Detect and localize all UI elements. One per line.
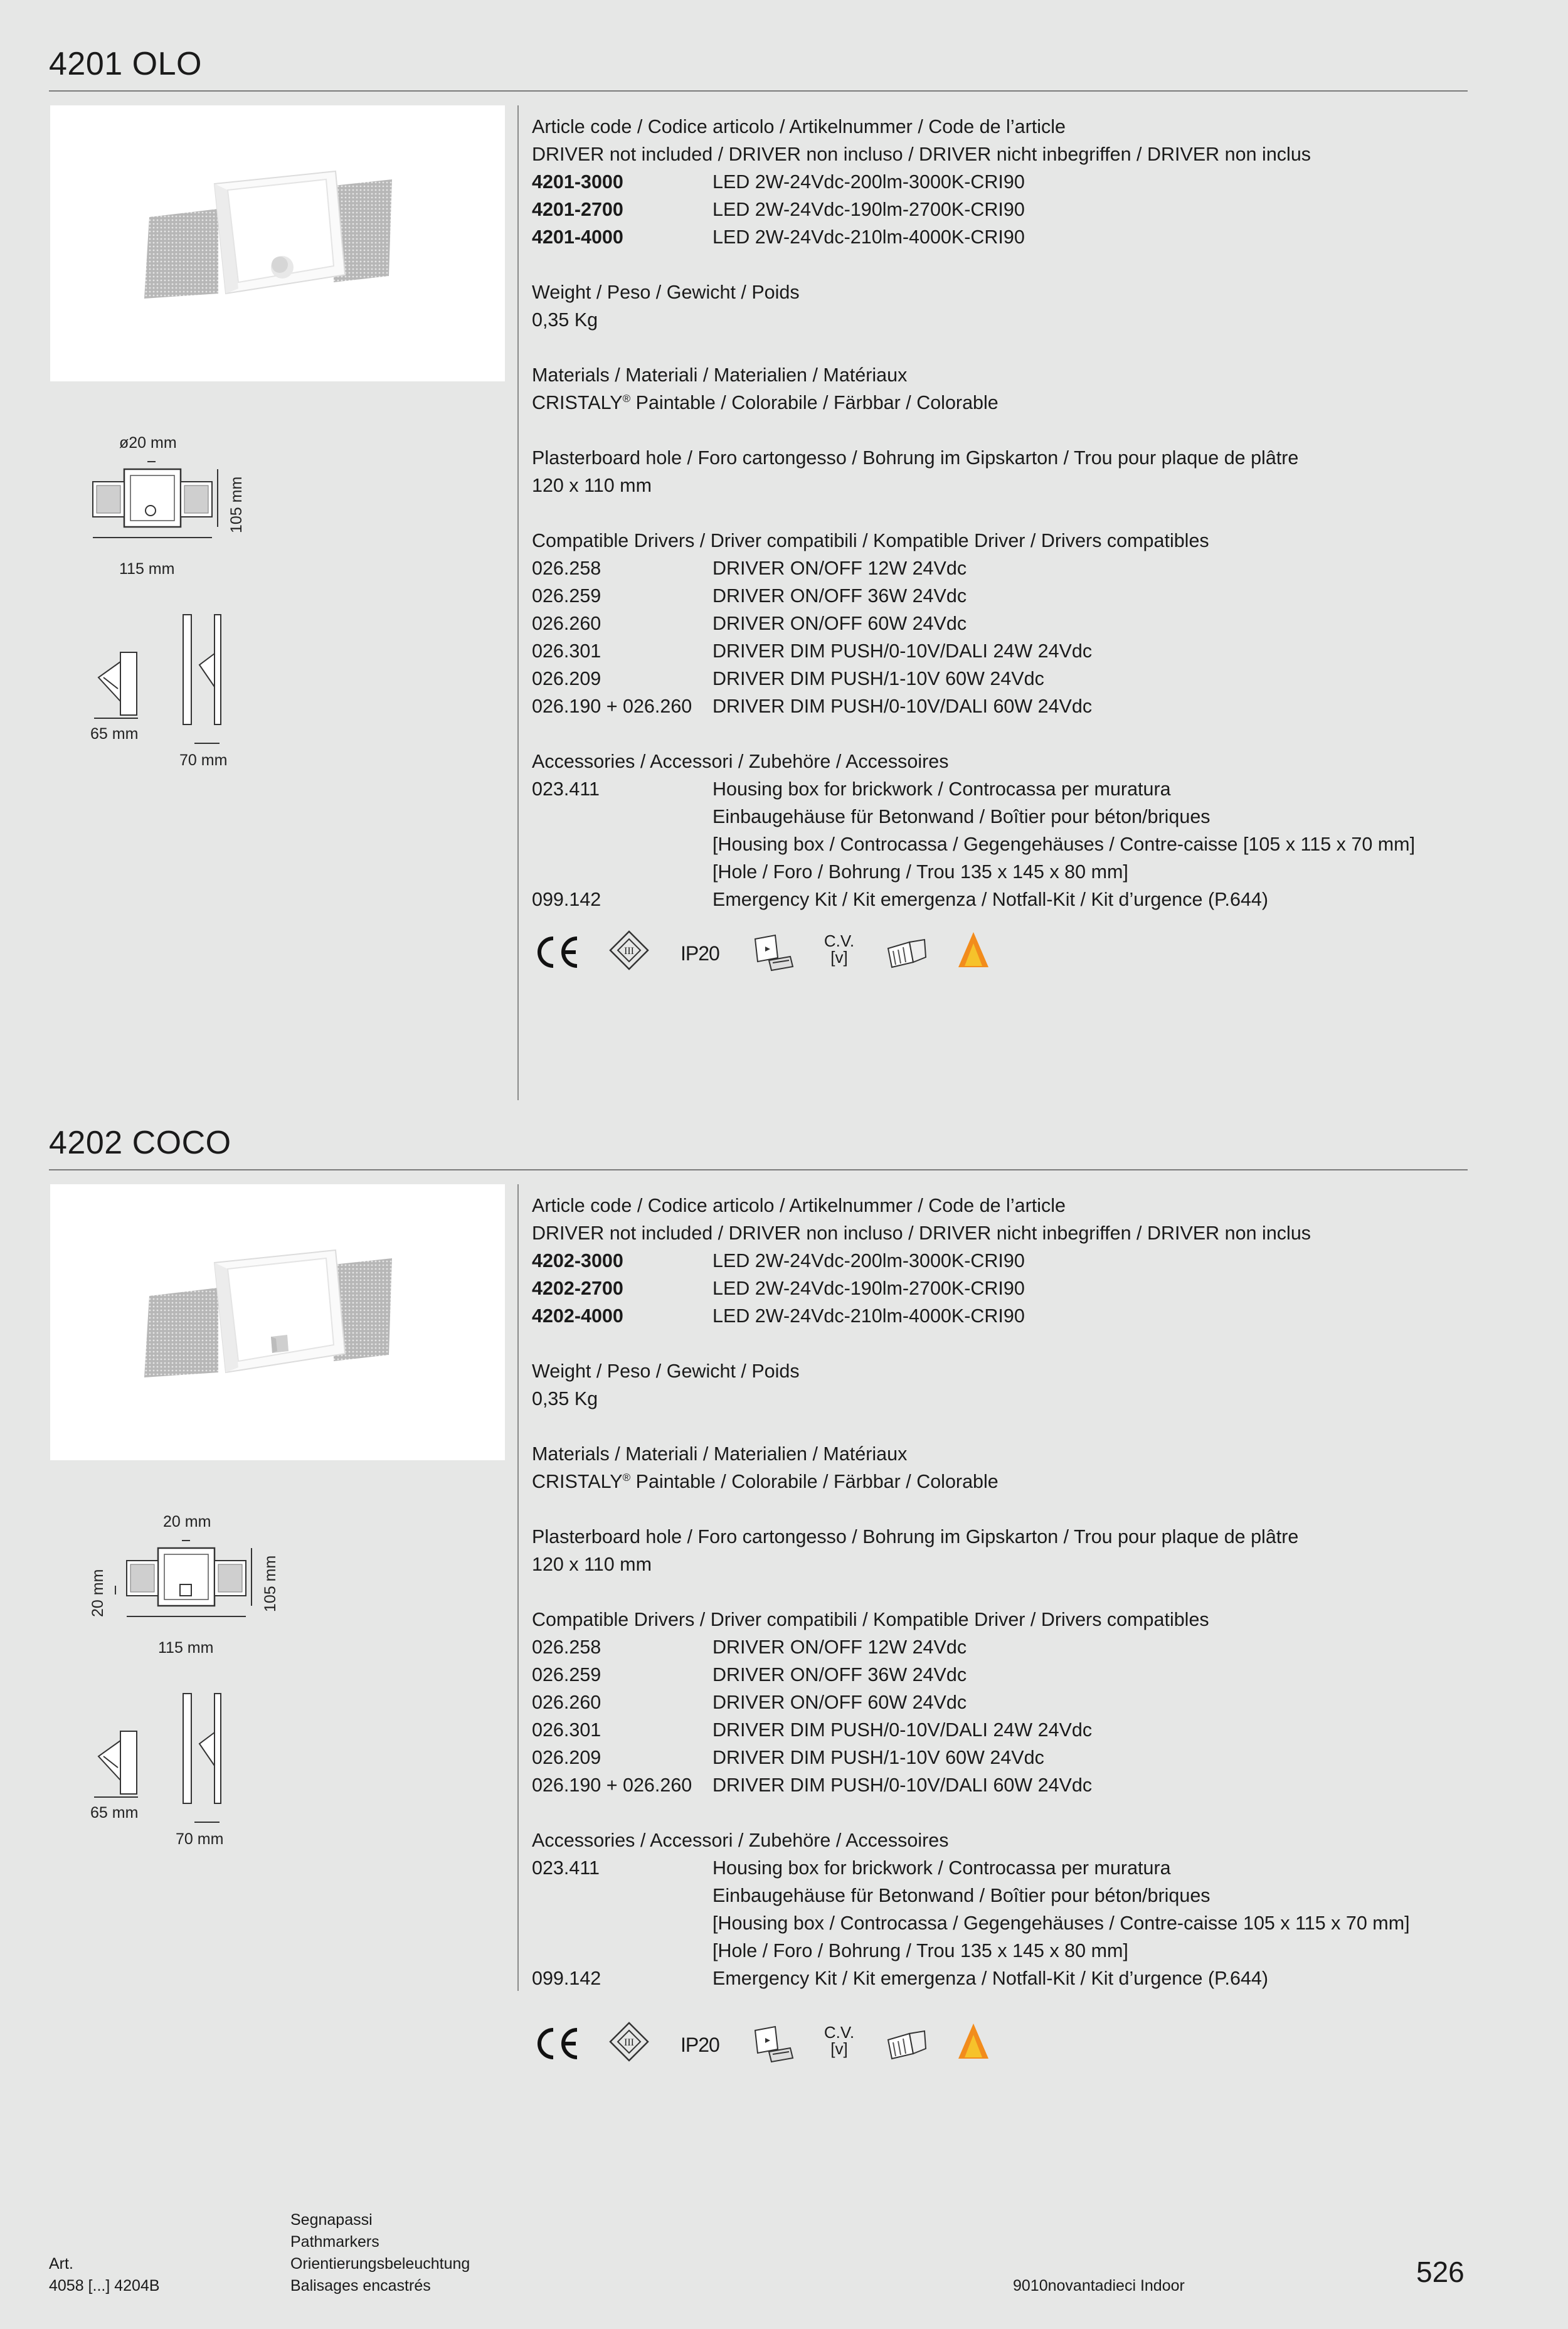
hole-value: 120 x 110 mm bbox=[532, 475, 652, 496]
accessory-code bbox=[532, 1882, 712, 1909]
driver-row bbox=[532, 1633, 1473, 1661]
column-divider bbox=[517, 105, 519, 1100]
driver-desc: DRIVER DIM PUSH/0-10V/DALI 60W 24Vdc bbox=[712, 696, 1093, 717]
cv-line1: C.V. bbox=[824, 2023, 855, 2042]
dimension-drawings bbox=[50, 408, 505, 784]
article-desc: LED 2W-24Vdc-200lm-3000K-CRI90 bbox=[712, 171, 1025, 193]
accessory-desc: Housing box for brickwork / Controcassa per muratura bbox=[712, 778, 1171, 800]
article-row bbox=[532, 168, 1473, 196]
footer-category bbox=[290, 2209, 470, 2297]
accessory-row bbox=[532, 830, 1473, 858]
accessory-row bbox=[532, 1854, 1473, 1882]
accessory-desc: [Hole / Foro / Bohrung / Trou 135 x 145 x 80 mm] bbox=[712, 1940, 1128, 1961]
driver-desc: DRIVER DIM PUSH/1-10V 60W 24Vdc bbox=[712, 1747, 1044, 1768]
material-brand: CRISTALY bbox=[532, 392, 623, 413]
accessory-code bbox=[532, 803, 712, 830]
accessory-row bbox=[532, 1909, 1473, 1937]
product-title: 4201 OLO bbox=[49, 46, 202, 82]
driver-code: 026.258 bbox=[532, 558, 601, 579]
driver-desc: DRIVER DIM PUSH/0-10V/DALI 24W 24Vdc bbox=[712, 1719, 1093, 1741]
accessory-code bbox=[532, 1937, 712, 1965]
article-desc: LED 2W-24Vdc-200lm-3000K-CRI90 bbox=[712, 1250, 1025, 1271]
footer-brand: 9010novantadieci Indoor bbox=[1013, 2277, 1185, 2295]
footer-category-line: Pathmarkers bbox=[290, 2233, 379, 2251]
accessories-heading: Accessories / Accessori / Zubehöre / Accessoires bbox=[532, 1830, 949, 1851]
accessory-desc: Einbaugehäuse für Betonwand / Boîtier pour béton/briques bbox=[712, 806, 1210, 827]
dim-window-label: 20 mm bbox=[163, 1513, 211, 1531]
footer-art-label: Art. bbox=[49, 2255, 73, 2273]
accessory-row bbox=[532, 1965, 1473, 1992]
driver-desc: DRIVER DIM PUSH/1-10V 60W 24Vdc bbox=[712, 668, 1044, 689]
hole-heading: Plasterboard hole / Foro cartongesso / Bohrung im Gipskarton / Trou pour plaque de plâtre bbox=[532, 447, 1299, 469]
cv-mark bbox=[820, 933, 858, 965]
hole-value: 120 x 110 mm bbox=[532, 1554, 652, 1575]
weight-value: 0,35 Kg bbox=[532, 1388, 598, 1409]
registered-mark: ® bbox=[622, 1471, 631, 1483]
cv-line2: [v] bbox=[830, 948, 848, 967]
driver-row bbox=[532, 1716, 1473, 1744]
driver-desc: DRIVER DIM PUSH/0-10V/DALI 60W 24Vdc bbox=[712, 1775, 1093, 1796]
article-code: 4202-2700 bbox=[532, 1278, 623, 1299]
product-photo bbox=[50, 1184, 505, 1460]
accessory-desc: Housing box for brickwork / Controcassa per muratura bbox=[712, 1857, 1171, 1879]
accessory-row bbox=[532, 886, 1473, 913]
install-icon bbox=[750, 933, 795, 977]
specifications bbox=[532, 1192, 1473, 1992]
article-row bbox=[532, 1302, 1473, 1330]
cv-line2: [v] bbox=[830, 2039, 848, 2058]
weight-heading: Weight / Peso / Gewicht / Poids bbox=[532, 1361, 800, 1382]
dim-height-label: 105 mm bbox=[228, 476, 245, 533]
accessory-code bbox=[532, 858, 712, 886]
accessory-row bbox=[532, 803, 1473, 830]
article-desc: LED 2W-24Vdc-190lm-2700K-CRI90 bbox=[712, 1278, 1025, 1299]
footer-art-range: 4058 [...] 4204B bbox=[49, 2277, 160, 2295]
accessory-row bbox=[532, 858, 1473, 886]
install-icon bbox=[750, 2024, 795, 2068]
article-code: 4202-4000 bbox=[532, 1305, 623, 1327]
material-text: Paintable / Colorabile / Färbbar / Colorable bbox=[630, 1471, 999, 1492]
driver-code: 026.209 bbox=[532, 1747, 601, 1768]
ce-mark-icon bbox=[532, 930, 582, 974]
driver-code: 026.259 bbox=[532, 1664, 601, 1685]
footer-category-line: Balisages encastrés bbox=[290, 2277, 431, 2295]
article-row bbox=[532, 196, 1473, 223]
driver-row bbox=[532, 1689, 1473, 1716]
title-divider bbox=[49, 1169, 1468, 1170]
driver-row bbox=[532, 692, 1473, 720]
cv-mark bbox=[820, 2024, 858, 2057]
materials-value bbox=[532, 1468, 1473, 1495]
drivers-heading: Compatible Drivers / Driver compatibili / Kompatible Driver / Drivers compatibles bbox=[532, 530, 1209, 551]
driver-code: 026.301 bbox=[532, 640, 601, 662]
drivers-heading: Compatible Drivers / Driver compatibili / Kompatible Driver / Drivers compatibles bbox=[532, 1609, 1209, 1630]
paintable-icon bbox=[884, 935, 928, 972]
driver-note: DRIVER not included / DRIVER non incluso / DRIVER nicht inbegriffen / DRIVER non inclus bbox=[532, 1223, 1311, 1244]
driver-desc: DRIVER ON/OFF 60W 24Vdc bbox=[712, 1692, 967, 1713]
dim-depth-label: 65 mm bbox=[90, 1804, 139, 1822]
page-number: 526 bbox=[1416, 2256, 1465, 2288]
article-desc: LED 2W-24Vdc-210lm-4000K-CRI90 bbox=[712, 226, 1025, 248]
cv-line1: C.V. bbox=[824, 931, 855, 950]
page-footer bbox=[0, 2195, 1568, 2329]
driver-row bbox=[532, 665, 1473, 692]
article-heading: Article code / Codice articolo / Artikelnummer / Code de l’article bbox=[532, 1195, 1066, 1216]
dim-diameter-label: ø20 mm bbox=[119, 434, 177, 452]
dim-width-label: 115 mm bbox=[119, 560, 175, 578]
paintable-icon bbox=[884, 2026, 928, 2064]
footer-category-line: Orientierungsbeleuchtung bbox=[290, 2255, 470, 2273]
material-text: Paintable / Colorabile / Färbbar / Colorable bbox=[630, 392, 999, 413]
accessory-desc: [Hole / Foro / Bohrung / Trou 135 x 145 x 80 mm] bbox=[712, 861, 1128, 883]
dim-width-label: 115 mm bbox=[158, 1639, 214, 1657]
driver-code: 026.260 bbox=[532, 1692, 601, 1713]
flame-icon bbox=[956, 930, 991, 971]
flame-icon bbox=[956, 2021, 991, 2062]
driver-code: 026.190 + 026.260 bbox=[532, 696, 692, 717]
product-photo bbox=[50, 105, 505, 381]
column-divider bbox=[517, 1184, 519, 1991]
ip-rating: IP20 bbox=[681, 2034, 719, 2056]
accessory-desc: Emergency Kit / Kit emergenza / Notfall-Kit / Kit d’urgence (P.644) bbox=[712, 889, 1269, 910]
driver-desc: DRIVER DIM PUSH/0-10V/DALI 24W 24Vdc bbox=[712, 640, 1093, 662]
ip-rating: IP20 bbox=[681, 942, 719, 965]
driver-code: 026.209 bbox=[532, 668, 601, 689]
accessory-code: 023.411 bbox=[532, 778, 600, 800]
materials-heading: Materials / Materiali / Materialien / Matériaux bbox=[532, 364, 908, 386]
dim-depth-label: 65 mm bbox=[90, 725, 139, 743]
class-iii-icon bbox=[608, 930, 650, 971]
ce-mark-icon bbox=[532, 2021, 582, 2065]
driver-desc: DRIVER ON/OFF 12W 24Vdc bbox=[712, 558, 967, 579]
accessories-heading: Accessories / Accessori / Zubehöre / Accessoires bbox=[532, 751, 949, 772]
driver-code: 026.260 bbox=[532, 613, 601, 634]
weight-value: 0,35 Kg bbox=[532, 309, 598, 331]
article-row bbox=[532, 1275, 1473, 1302]
driver-row bbox=[532, 554, 1473, 582]
specifications bbox=[532, 113, 1473, 913]
accessory-code bbox=[532, 830, 712, 858]
driver-row bbox=[532, 1661, 1473, 1689]
driver-desc: DRIVER ON/OFF 60W 24Vdc bbox=[712, 613, 967, 634]
title-divider bbox=[49, 90, 1468, 92]
registered-mark: ® bbox=[622, 392, 631, 405]
article-desc: LED 2W-24Vdc-190lm-2700K-CRI90 bbox=[712, 199, 1025, 220]
driver-code: 026.190 + 026.260 bbox=[532, 1775, 692, 1796]
accessory-row bbox=[532, 1882, 1473, 1909]
accessory-desc: Emergency Kit / Kit emergenza / Notfall-Kit / Kit d’urgence (P.644) bbox=[712, 1968, 1269, 1989]
article-code: 4201-2700 bbox=[532, 199, 623, 220]
dim-depth-label: 70 mm bbox=[179, 751, 228, 769]
material-brand: CRISTALY bbox=[532, 1471, 623, 1492]
article-code: 4201-3000 bbox=[532, 171, 623, 193]
product-4201-olo bbox=[0, 0, 1568, 1066]
hole-heading: Plasterboard hole / Foro cartongesso / Bohrung im Gipskarton / Trou pour plaque de plâtre bbox=[532, 1526, 1299, 1547]
svg-text:III: III bbox=[624, 946, 634, 957]
driver-row bbox=[532, 610, 1473, 637]
driver-row bbox=[532, 1744, 1473, 1771]
dim-depth-label: 70 mm bbox=[176, 1830, 224, 1848]
materials-value bbox=[532, 389, 1473, 416]
driver-code: 026.301 bbox=[532, 1719, 601, 1741]
driver-row bbox=[532, 582, 1473, 610]
driver-desc: DRIVER ON/OFF 36W 24Vdc bbox=[712, 1664, 967, 1685]
driver-code: 026.259 bbox=[532, 585, 601, 607]
accessory-code bbox=[532, 1909, 712, 1937]
class-iii-icon bbox=[608, 2021, 650, 2062]
driver-desc: DRIVER ON/OFF 36W 24Vdc bbox=[712, 585, 967, 607]
driver-desc: DRIVER ON/OFF 12W 24Vdc bbox=[712, 1637, 967, 1658]
dim-height-label: 105 mm bbox=[262, 1555, 279, 1612]
article-code: 4202-3000 bbox=[532, 1250, 623, 1271]
accessory-row bbox=[532, 1937, 1473, 1965]
product-4202-coco bbox=[0, 1079, 1568, 2145]
svg-text:III: III bbox=[624, 2037, 634, 2048]
article-desc: LED 2W-24Vdc-210lm-4000K-CRI90 bbox=[712, 1305, 1025, 1327]
footer-category-line: Segnapassi bbox=[290, 2211, 373, 2229]
accessory-desc: [Housing box / Controcassa / Gegengehäuses / Contre-caisse [105 x 115 x 70 mm] bbox=[712, 834, 1416, 855]
accessory-code: 099.142 bbox=[532, 1968, 601, 1989]
driver-row bbox=[532, 637, 1473, 665]
article-row bbox=[532, 1247, 1473, 1275]
accessory-code: 023.411 bbox=[532, 1857, 600, 1879]
driver-note: DRIVER not included / DRIVER non incluso / DRIVER nicht inbegriffen / DRIVER non inclus bbox=[532, 144, 1311, 165]
product-title: 4202 COCO bbox=[49, 1125, 231, 1161]
certification-icons bbox=[532, 2021, 1034, 2071]
weight-heading: Weight / Peso / Gewicht / Poids bbox=[532, 282, 800, 303]
driver-code: 026.258 bbox=[532, 1637, 601, 1658]
driver-row bbox=[532, 1771, 1473, 1799]
article-row bbox=[532, 223, 1473, 251]
footer-article-range bbox=[49, 2253, 160, 2297]
accessory-desc: [Housing box / Controcassa / Gegengehäuses / Contre-caisse 105 x 115 x 70 mm] bbox=[712, 1913, 1410, 1934]
article-code: 4201-4000 bbox=[532, 226, 623, 248]
materials-heading: Materials / Materiali / Materialien / Matériaux bbox=[532, 1443, 908, 1465]
accessory-row bbox=[532, 775, 1473, 803]
article-heading: Article code / Codice articolo / Artikelnummer / Code de l’article bbox=[532, 116, 1066, 137]
dimension-drawings bbox=[50, 1487, 505, 1863]
certification-icons bbox=[532, 930, 1034, 980]
dim-side-label: 20 mm bbox=[89, 1569, 107, 1617]
accessory-code: 099.142 bbox=[532, 889, 601, 910]
accessory-desc: Einbaugehäuse für Betonwand / Boîtier pour béton/briques bbox=[712, 1885, 1210, 1906]
